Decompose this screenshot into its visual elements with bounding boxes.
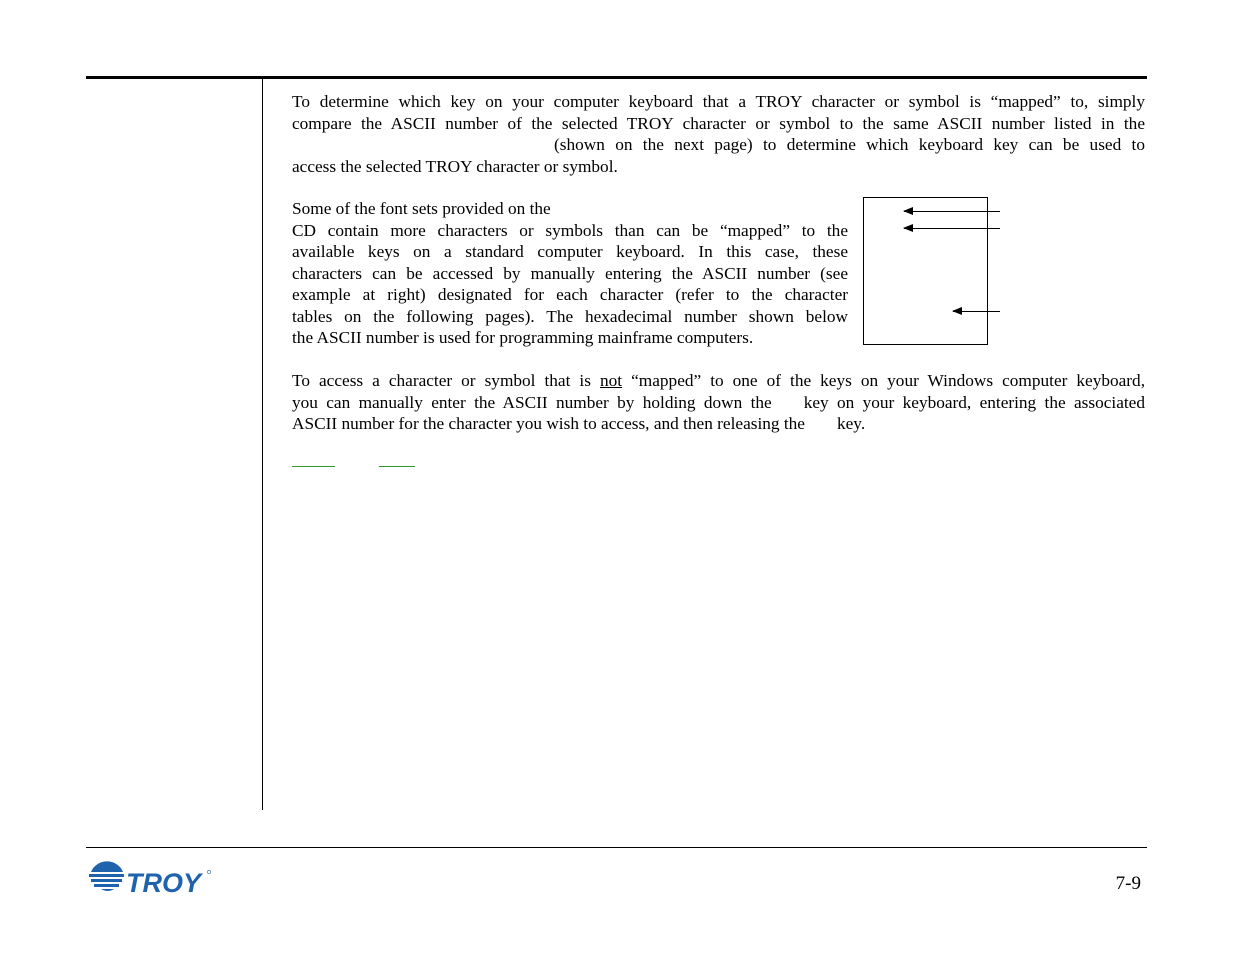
arrow-left-icon [904,211,1000,212]
ascii-example-box [863,197,988,345]
para3-line-1: To access a character or symbol that is not “mapped” to one of the keys on your Windows computer keyboard, [292,371,1146,390]
para3-line-2: you can manually enter the ASCII number by holding down the key on your keyboard, entering the associated [292,392,1145,412]
para2-line-5: example at right) designated for each character (refer to the character [292,285,848,304]
hyperlink-underline[interactable] [379,466,415,467]
arrow-left-icon [953,311,1000,312]
paragraph-manual-entry [292,370,1145,435]
para2-line-3: available keys on a standard computer keyboard. In this case, these [292,242,848,261]
arrow-left-icon [904,228,1000,229]
para2-line-4: characters can be accessed by manually entering the ASCII number (see [292,263,848,283]
para1-line-3: (shown on the next page) to determine which keyboard key can be used to [554,135,1145,154]
header-rule [86,76,1147,79]
para2-line-1: Some of the font sets provided on the [292,199,551,218]
para1-line-4: access the selected TROY character or symbol. [292,156,618,176]
svg-text:TROY: TROY [126,868,202,897]
para2-line-2: CD contain more characters or symbols than can be “mapped” to the [292,220,848,240]
troy-logo [89,857,213,897]
footer-rule [86,847,1147,848]
page-number: 7-9 [1115,873,1141,894]
para2-line-7: the ASCII number is used for programming mainframe computers. [292,328,754,347]
para1-line-2: compare the ASCII number of the selected TROY character or symbol to the same ASCII number listed in the [292,113,1145,133]
margin-rule [262,79,263,810]
emphasis-not: not [600,371,623,390]
para1-line-1: To determine which key on your computer keyboard that a TROY character or symbol is “mapped” to, simply [292,92,1145,111]
hyperlink-underline[interactable] [292,466,335,467]
paragraph-mapped-keys [292,91,1145,177]
para3-line-3: ASCII number for the character you wish to access, and then releasing the key. [292,414,866,433]
para2-line-6: tables on the following pages). The hexadecimal number shown below [292,306,848,326]
paragraph-extra-characters [292,198,848,349]
